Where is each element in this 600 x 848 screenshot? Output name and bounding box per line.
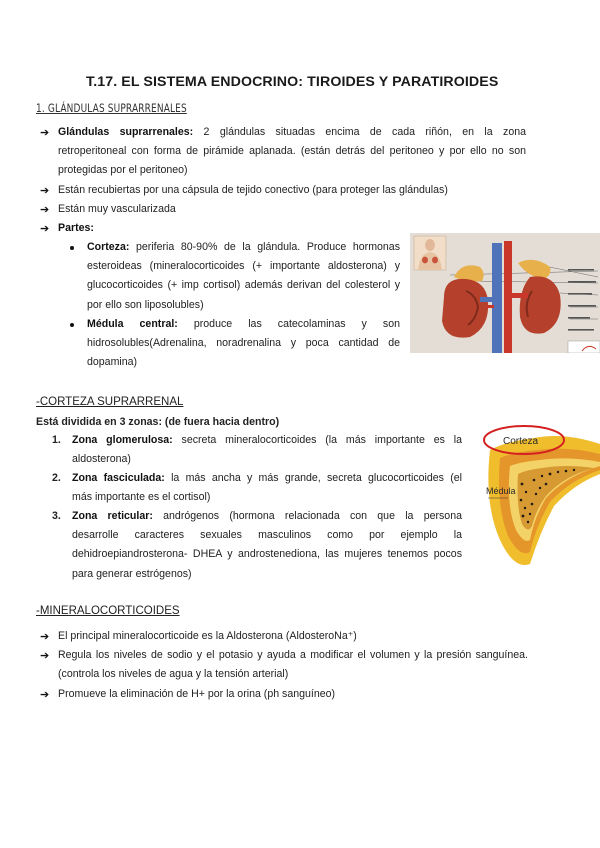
arrow-bullet-icon: ➔ xyxy=(40,127,50,139)
list-item-medula: Médula central: produce las catecolaminas y son hidrosolubles(Adrenalina, noradrenalina y poca cantidad de dopamina) xyxy=(87,318,400,369)
arrow-bullet-icon: ➔ xyxy=(40,204,50,216)
figure-label-medula: Médula xyxy=(486,486,516,496)
arrow-bullet-icon: ➔ xyxy=(40,185,50,197)
zone-number: 3. xyxy=(52,510,61,522)
bullet-dot xyxy=(70,323,74,327)
bullet-dot xyxy=(70,246,74,250)
list-item-corteza: Corteza: periferia 80-90% de la glándula. Produce hormonas esteroideas (mineralocorticoides (+ importante aldosterona) y glucocorticoides (+ imp cortisol) además derivan del colesterol y por ello son liposolubles) xyxy=(87,241,400,311)
list-item: Están recubiertas por una cápsula de tejido conectivo (para proteger las glándulas) xyxy=(58,184,448,196)
arrow-bullet-icon: ➔ xyxy=(40,631,50,643)
section-heading-corteza: -CORTEZA SUPRARRENAL xyxy=(36,396,184,408)
section-heading-glandulas: 1. GLÁNDULAS SUPRARRENALES xyxy=(36,101,187,115)
arrow-bullet-icon: ➔ xyxy=(40,223,50,235)
list-item-glomerulosa: Zona glomerulosa: secreta mineralocorticoides (la más importante es la aldosterona) xyxy=(72,434,462,466)
page-title: T.17. EL SISTEMA ENDOCRINO: TIROIDES Y PARATIROIDES xyxy=(86,74,499,90)
list-item: Partes: xyxy=(58,222,94,234)
figure-label-corteza: Corteza xyxy=(503,436,539,447)
list-item: Regula los niveles de sodio y el potasio y ayuda a modificar el volumen y la presión sanguínea. (controla los niveles de agua y la tensión arterial) xyxy=(58,649,528,681)
zone-number: 1. xyxy=(52,434,61,446)
arrow-bullet-icon: ➔ xyxy=(40,650,50,662)
zone-number: 2. xyxy=(52,472,61,484)
arrow-bullet-icon: ➔ xyxy=(40,689,50,701)
list-item: Glándulas suprarrenales: 2 glándulas situadas encima de cada riñón, en la zona retroperitoneal con forma de pirámide aplanada. (están detrás del peritoneo y por ello no son protegidas por el peritoneo) xyxy=(58,126,526,177)
adrenal-kidney-illustration xyxy=(410,233,600,353)
section-heading-mineralocorticoides: -MINERALOCORTICOIDES xyxy=(36,605,180,617)
list-item-reticular: Zona reticular: andrógenos (hormona relacionada con que la persona desarrolle caracteres sexuales masculinos como por ejemplo la dehidroepiandrosterona- DHEA y androstenediona, las mujeres tenemos pocos para generar estrógenos) xyxy=(72,510,462,580)
list-item-fasciculada: Zona fasciculada: la más ancha y más grande, secreta glucocorticoides (el más importante es el cortisol) xyxy=(72,472,463,504)
list-item: Están muy vascularizada xyxy=(58,203,176,215)
list-item: El principal mineralocorticoide es la Aldosterona (AldosteroNa⁺) xyxy=(58,630,357,642)
adrenal-cross-section-figure xyxy=(474,414,600,578)
list-item: Promueve la eliminación de H+ por la orina (ph sanguíneo) xyxy=(58,688,336,700)
corteza-intro: Está dividida en 3 zonas: (de fuera hacia dentro) xyxy=(36,416,280,428)
